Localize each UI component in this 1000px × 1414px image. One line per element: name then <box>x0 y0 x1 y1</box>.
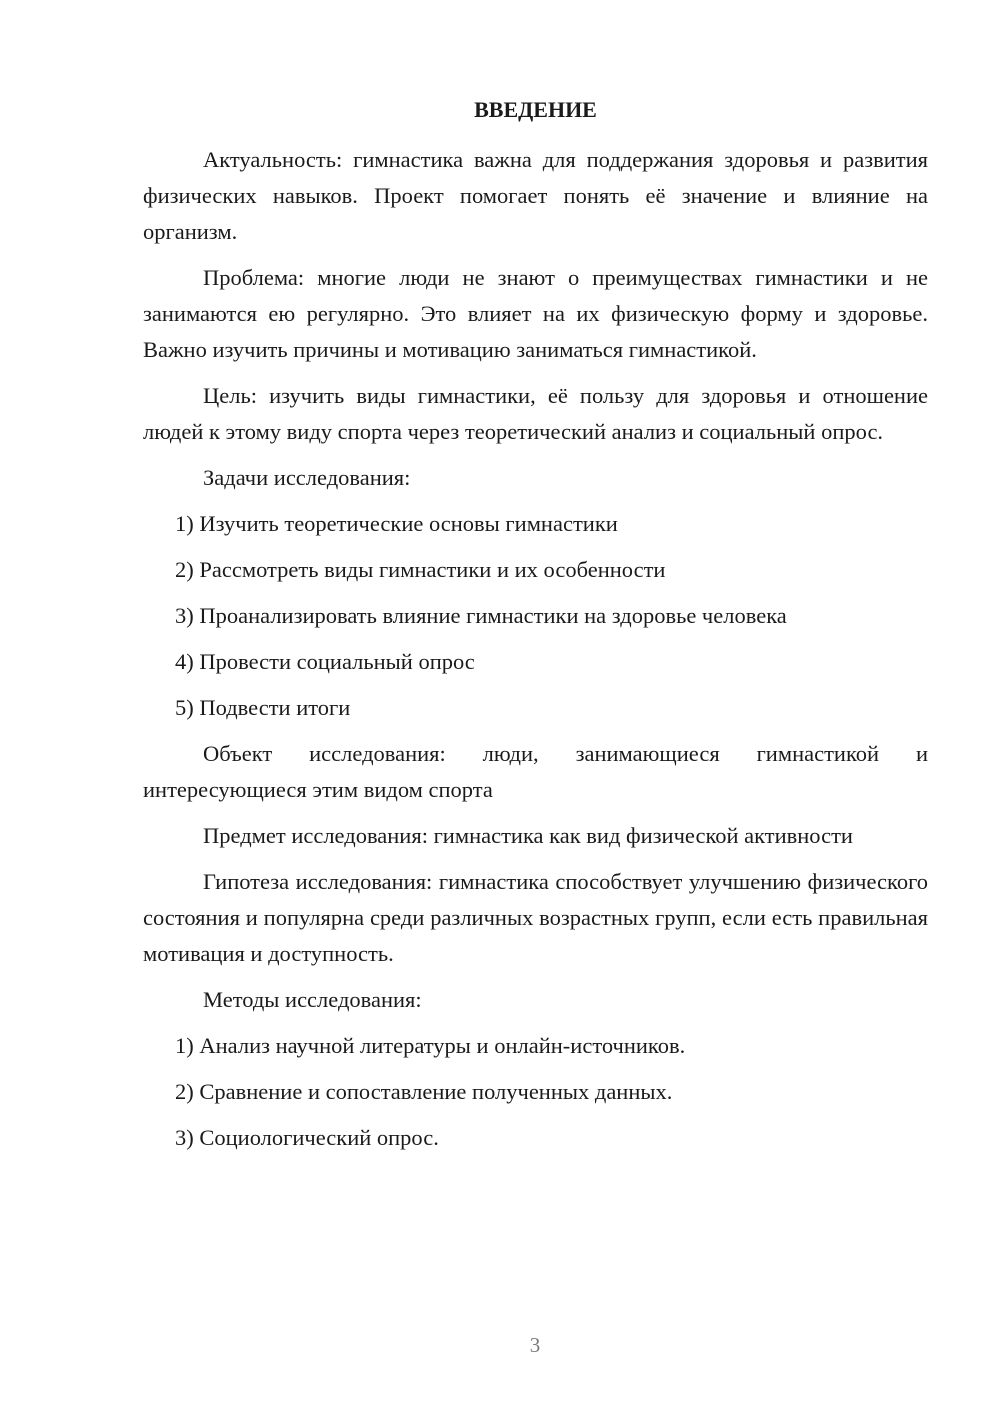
relevance-paragraph: Актуальность: гимнастика важна для поддержания здоровья и развития физических навыков. Проект помогает понять её значение и влияние на организм. <box>143 147 928 244</box>
hypothesis-paragraph: Гипотеза исследования: гимнастика способствует улучшению физического состояния и популярна среди различных возрастных групп, если есть правильная мотивация и доступность. <box>143 869 928 966</box>
methods-list <box>143 1028 928 1156</box>
tasks-heading: Задачи исследования: <box>203 465 411 490</box>
page-title: ВВЕДЕНИЕ <box>474 97 597 122</box>
page-number: 3 <box>529 1333 541 1357</box>
problem-paragraph: Проблема: многие люди не знают о преимуществах гимнастики и не занимаются ею регулярно. Это влияет на их физическую форму и здоровье. Важно изучить причины и мотивацию заниматься гимнастикой. <box>143 265 928 362</box>
goal-paragraph: Цель: изучить виды гимнастики, её пользу для здоровья и отношение людей к этому виду спорта через теоретический анализ и социальный опрос. <box>143 383 928 444</box>
tasks-list <box>143 506 928 726</box>
object-paragraph: Объект исследования: люди, занимающиеся гимнастикой и интересующиеся этим видом спорта <box>143 741 928 802</box>
list-item: 5) Подвести итоги <box>175 695 351 720</box>
list-item: 4) Провести социальный опрос <box>175 649 475 674</box>
list-item: 1) Анализ научной литературы и онлайн-источников. <box>175 1033 686 1058</box>
list-item: 3) Проанализировать влияние гимнастики на здоровье человека <box>175 603 787 628</box>
list-item: 1) Изучить теоретические основы гимнастики <box>175 511 618 536</box>
subject-paragraph: Предмет исследования: гимнастика как вид физической активности <box>203 823 853 848</box>
list-item: 2) Сравнение и сопоставление полученных данных. <box>175 1079 673 1104</box>
page-content <box>143 92 928 1166</box>
list-item: 2) Рассмотреть виды гимнастики и их особенности <box>175 557 666 582</box>
methods-heading: Методы исследования: <box>203 987 422 1012</box>
list-item: 3) Социологический опрос. <box>175 1125 439 1150</box>
